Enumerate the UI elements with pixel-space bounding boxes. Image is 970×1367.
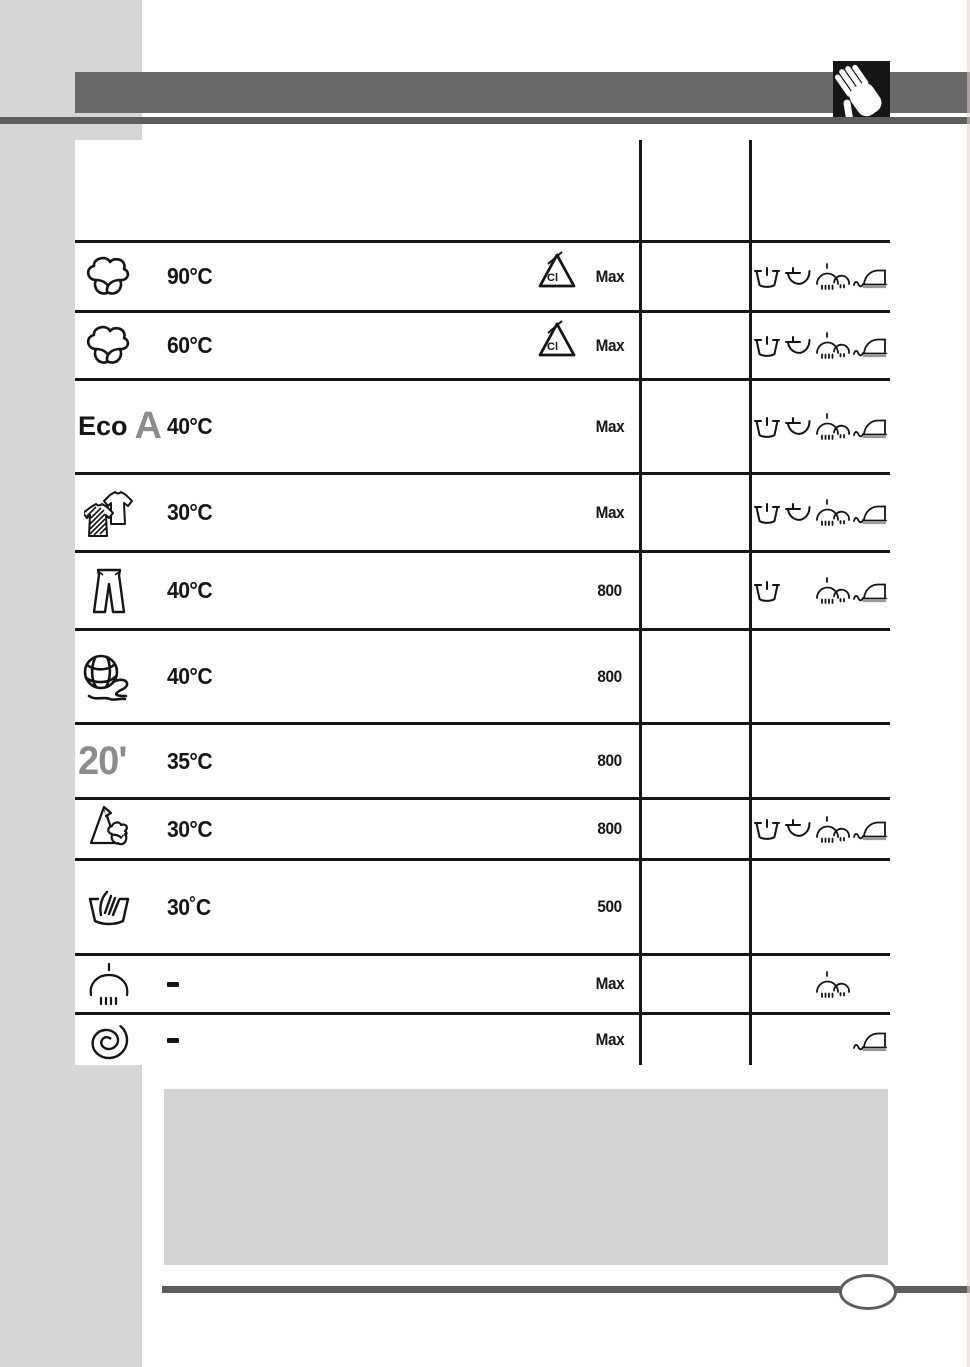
spin-text: Max bbox=[595, 1030, 625, 1049]
rinse-icon bbox=[75, 956, 143, 1012]
spin-text: Max bbox=[595, 266, 625, 286]
temperature-value bbox=[167, 956, 277, 1012]
temperature-value bbox=[167, 631, 277, 722]
temperature-text: 30˚C bbox=[167, 893, 211, 920]
tumble-dry-icon bbox=[815, 263, 851, 290]
tumble-dry-icon bbox=[815, 499, 851, 526]
spin-text: Max bbox=[595, 502, 625, 522]
program-text-black: Eco bbox=[78, 411, 128, 441]
tub-underline-icon bbox=[783, 264, 813, 290]
wash-tub-icon bbox=[753, 414, 781, 440]
iron-icon bbox=[853, 817, 889, 841]
tumble-dry-icon bbox=[815, 413, 851, 440]
hand-icon bbox=[833, 61, 890, 120]
handwash-icon bbox=[75, 861, 143, 953]
cotton-icon bbox=[75, 243, 143, 310]
table-vertical-line-1 bbox=[639, 140, 642, 1065]
temperature-value bbox=[167, 313, 277, 378]
spin-value bbox=[570, 800, 650, 858]
care-symbols-cell bbox=[752, 861, 890, 953]
wool-icon bbox=[75, 631, 143, 722]
program-row bbox=[75, 628, 890, 722]
temperature-text: 40°C bbox=[167, 577, 213, 603]
wash-tub-icon bbox=[753, 264, 781, 290]
temperature-value bbox=[167, 861, 277, 953]
svg-text:Cl: Cl bbox=[547, 271, 558, 284]
delicates-icon bbox=[75, 800, 143, 858]
spin-text: 800 bbox=[597, 666, 623, 686]
tumble-dry-icon bbox=[815, 332, 851, 359]
trousers-icon bbox=[75, 553, 143, 628]
tub-underline-icon bbox=[783, 333, 813, 359]
note-box bbox=[164, 1089, 888, 1265]
care-symbols-cell bbox=[752, 313, 890, 378]
spin-text: 800 bbox=[597, 819, 623, 838]
program-row bbox=[75, 797, 890, 858]
temperature-value bbox=[167, 725, 277, 797]
care-symbols-cell bbox=[752, 956, 890, 1012]
program-row bbox=[75, 722, 890, 797]
care-symbols-cell bbox=[752, 800, 890, 858]
temperature-value bbox=[167, 800, 277, 858]
spin-text: 500 bbox=[597, 897, 623, 916]
temperature-text: 30°C bbox=[167, 815, 213, 842]
tumble-dry-icon bbox=[815, 577, 851, 604]
tub-underline-icon bbox=[783, 414, 813, 440]
program-row bbox=[75, 953, 890, 1012]
spin-value bbox=[570, 553, 650, 628]
table-vertical-line-2 bbox=[749, 140, 752, 1065]
spin-text: Max bbox=[595, 335, 625, 355]
temperature-text: 30°C bbox=[167, 499, 213, 525]
program-row bbox=[75, 472, 890, 550]
spin-value bbox=[570, 475, 650, 550]
spin-value bbox=[570, 1015, 650, 1065]
temperature-text: 35°C bbox=[167, 747, 213, 774]
care-symbols-cell bbox=[752, 553, 890, 628]
temperature-value bbox=[167, 553, 277, 628]
page-number-oval bbox=[839, 1274, 897, 1310]
program-table bbox=[75, 140, 890, 1065]
shirts-icon bbox=[75, 475, 143, 550]
program-row bbox=[75, 1012, 890, 1065]
program-text-gray: A bbox=[134, 405, 161, 447]
dash-symbol bbox=[167, 1038, 179, 1043]
temperature-text: 40°C bbox=[167, 663, 213, 689]
wash-tub-icon bbox=[753, 816, 781, 842]
spin-value bbox=[570, 243, 650, 310]
care-symbols-cell bbox=[752, 475, 890, 550]
temperature-value bbox=[167, 475, 277, 550]
spin-text: Max bbox=[595, 974, 625, 993]
spin-value bbox=[570, 725, 650, 797]
temperature-value bbox=[167, 243, 277, 310]
care-symbols-cell bbox=[752, 1015, 890, 1065]
spin-icon bbox=[75, 1015, 143, 1065]
spin-text: 800 bbox=[597, 580, 623, 600]
temperature-value bbox=[167, 1015, 277, 1065]
program-row bbox=[75, 240, 890, 310]
program-row bbox=[75, 858, 890, 953]
spin-text: 800 bbox=[597, 751, 623, 770]
header-divider-line bbox=[0, 117, 970, 124]
program-row bbox=[75, 550, 890, 628]
iron-icon bbox=[853, 501, 889, 525]
care-symbols-cell bbox=[752, 243, 890, 310]
wash-tub-icon bbox=[753, 500, 781, 526]
care-symbols-cell bbox=[752, 631, 890, 722]
spin-value bbox=[570, 861, 650, 953]
temperature-text: 40°C bbox=[167, 413, 213, 439]
svg-text:Cl: Cl bbox=[547, 340, 558, 353]
spin-value bbox=[570, 956, 650, 1012]
iron-icon bbox=[853, 265, 889, 289]
wash-tub-icon bbox=[753, 578, 781, 604]
spin-value bbox=[570, 313, 650, 378]
tub-underline-icon bbox=[783, 500, 813, 526]
iron-icon bbox=[853, 415, 889, 439]
wash-tub-icon bbox=[753, 333, 781, 359]
iron-icon bbox=[853, 334, 889, 358]
spin-value bbox=[570, 631, 650, 722]
program-row bbox=[75, 378, 890, 472]
care-symbols-cell bbox=[752, 725, 890, 797]
care-symbols-cell bbox=[752, 381, 890, 472]
program-text-gray: 20' bbox=[78, 738, 127, 783]
tumble-dry-icon bbox=[815, 971, 851, 998]
tub-underline-icon bbox=[783, 816, 813, 842]
tumble-dry-icon bbox=[815, 816, 851, 843]
temperature-text: 60°C bbox=[167, 332, 213, 358]
program-row bbox=[75, 310, 890, 378]
iron-icon bbox=[853, 1028, 889, 1052]
iron-icon bbox=[853, 579, 889, 603]
spin-text: Max bbox=[595, 416, 625, 436]
cotton-icon bbox=[75, 313, 143, 378]
temperature-value bbox=[167, 381, 277, 472]
temperature-text: 90°C bbox=[167, 263, 213, 289]
dash-symbol bbox=[167, 982, 179, 987]
spin-value bbox=[570, 381, 650, 472]
